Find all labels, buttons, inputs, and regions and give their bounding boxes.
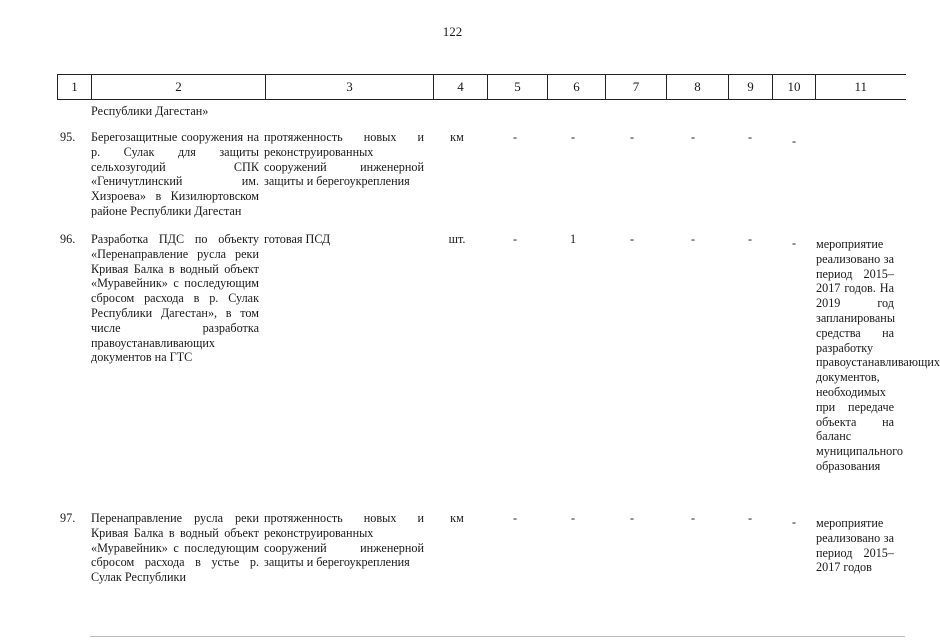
column-number-9: 9 — [729, 75, 773, 100]
row-value-col9: - — [747, 232, 753, 246]
row-value-col6: 1 — [569, 232, 577, 246]
column-number-7: 7 — [606, 75, 667, 100]
column-number-2: 2 — [92, 75, 266, 100]
row-number: 96. — [60, 232, 76, 246]
column-number-3: 3 — [266, 75, 434, 100]
row-value-col5: - — [512, 130, 518, 144]
row-name: Перенаправление русла реки Кривая Балка в водный объект «Муравейник» с последующим сбросом расхода в устье р. Сулак Республики — [91, 511, 259, 585]
page-bottom-rule — [90, 636, 905, 637]
column-number-11: 11 — [816, 75, 906, 100]
row-indicator: протяженность новых и реконструированных сооружений инженерной защиты и берегоукрепления — [264, 130, 424, 189]
row-value-col10: - — [791, 134, 797, 148]
column-number-1: 1 — [58, 75, 92, 100]
row-number: 95. — [60, 130, 76, 144]
column-number-8: 8 — [667, 75, 729, 100]
row-note: мероприятие реализовано за период 2015–2017 годов — [816, 516, 894, 575]
row-value-col10: - — [791, 515, 797, 529]
row-name: Разработка ПДС по объекту «Перенаправление русла реки Кривая Балка в водный объект «Муравейник» с последующим сбросом расхода в р. Сулак Республики Дагестан», в том числе разработка правоустанавливающих документов на ГТС — [91, 232, 259, 365]
row-name: Берегозащитные сооружения на р. Сулак для защиты сельхозугодий СПК «Геничутлинский им. Хизроева» в Кизилюртовском районе Республики Дагестан — [91, 130, 259, 218]
row-value-col9: - — [747, 130, 753, 144]
continuation-text: Республики Дагестан» — [91, 104, 209, 118]
row-value-col10: - — [791, 236, 797, 250]
row-value-col7: - — [629, 511, 635, 525]
row-value-col7: - — [629, 130, 635, 144]
row-indicator: готовая ПСД — [264, 232, 331, 246]
page-number: 122 — [442, 24, 463, 39]
row-value-col5: - — [512, 232, 518, 246]
row-unit: км — [450, 130, 464, 144]
row-note: мероприятие реализовано за период 2015–2017 годов. На 2019 год запланированы средства на разработку правоустанавливающих документов, необходимых при передаче объекта на баланс муниципального образования — [816, 237, 940, 473]
row-value-col7: - — [629, 232, 635, 246]
row-value-col6: - — [570, 130, 576, 144]
row-unit: км — [450, 511, 464, 525]
row-indicator: протяженность новых и реконструированных сооружений инженерной защиты и берегоукрепления — [264, 511, 424, 570]
column-number-10: 10 — [773, 75, 816, 100]
table-header — [57, 74, 906, 100]
row-value-col9: - — [747, 511, 753, 525]
row-value-col8: - — [690, 232, 696, 246]
column-number-4: 4 — [434, 75, 488, 100]
row-value-col6: - — [570, 511, 576, 525]
row-number: 97. — [60, 511, 76, 525]
row-value-col8: - — [690, 511, 696, 525]
row-value-col8: - — [690, 130, 696, 144]
row-unit: шт. — [448, 232, 466, 246]
column-number-6: 6 — [548, 75, 606, 100]
column-number-5: 5 — [488, 75, 548, 100]
row-value-col5: - — [512, 511, 518, 525]
